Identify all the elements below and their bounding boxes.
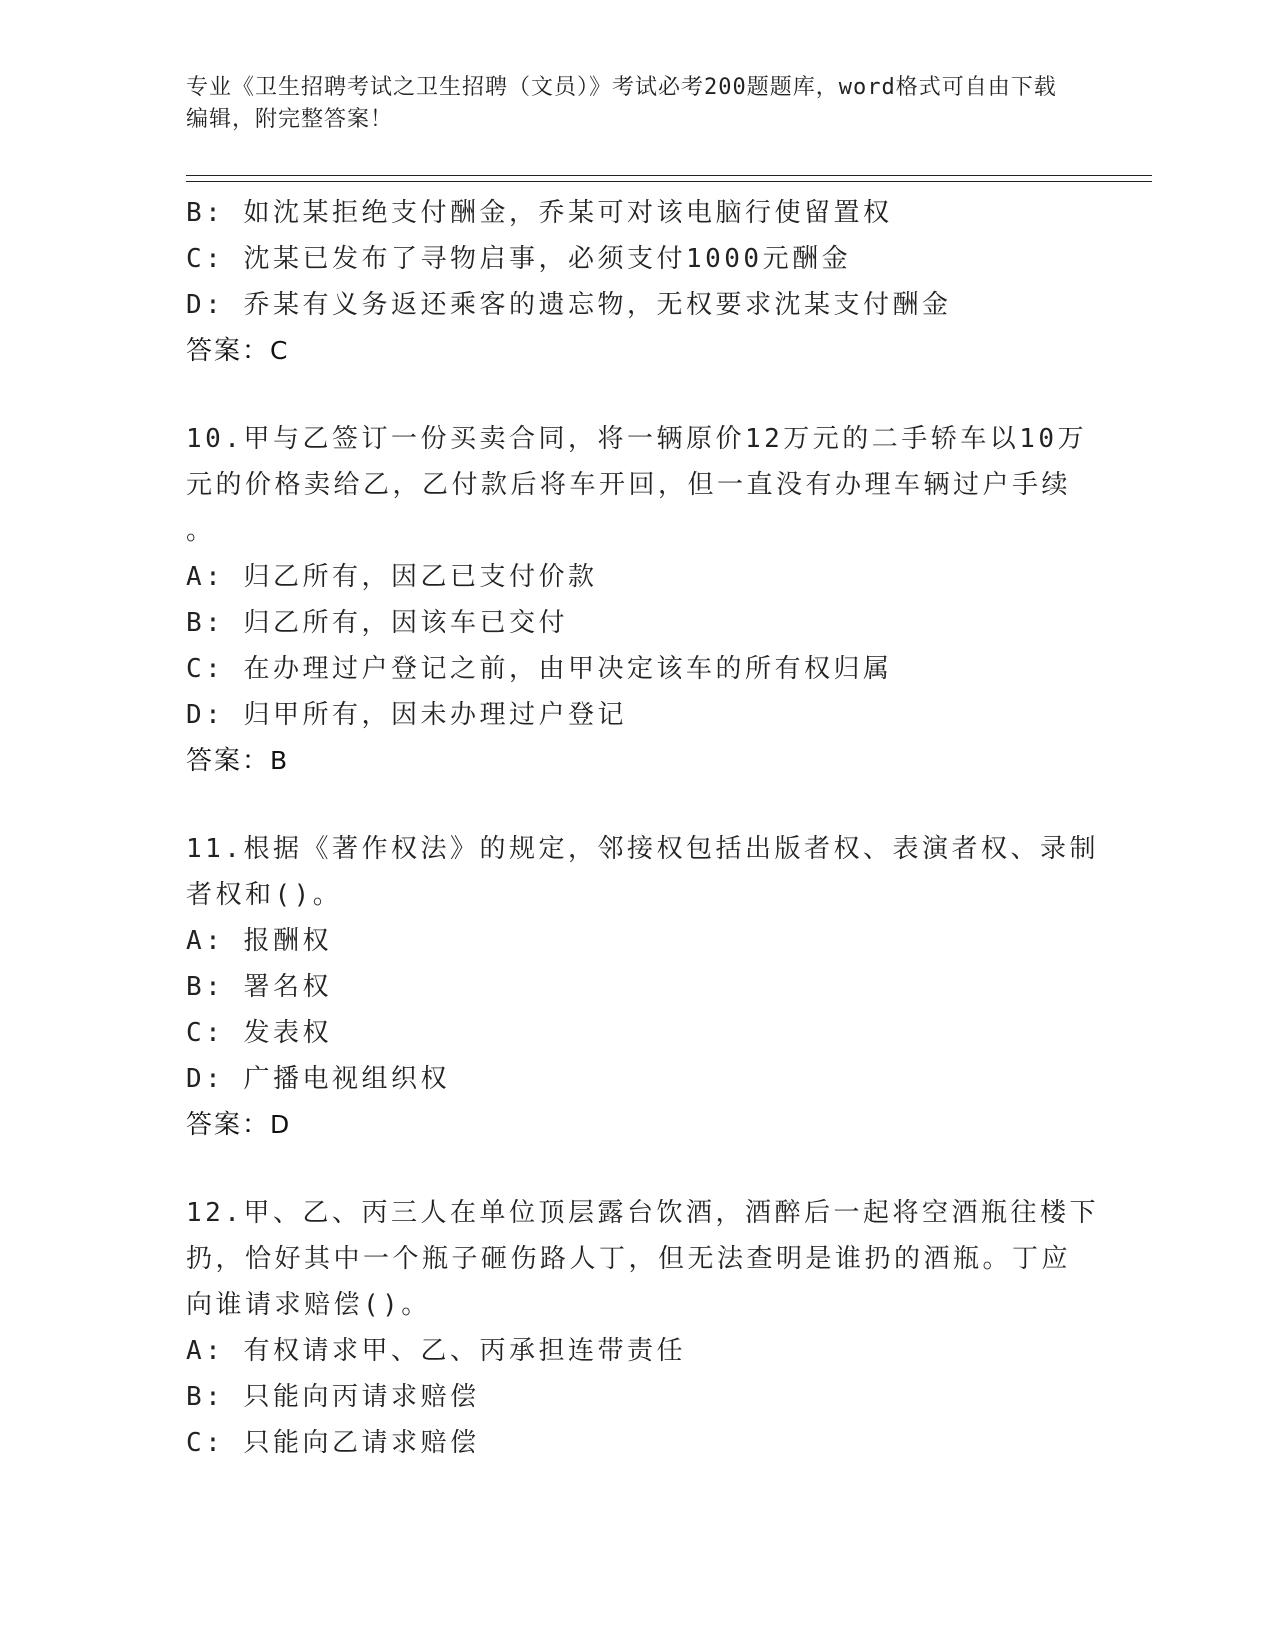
option-a: A: 有权请求甲、乙、丙承担连带责任: [186, 1336, 686, 1366]
option-c: C: 发表权: [186, 1018, 332, 1048]
option-b: B: 只能向丙请求赔偿: [186, 1382, 480, 1412]
spacer: [186, 1148, 1086, 1190]
option-d: D: 归甲所有，因未办理过户登记: [186, 700, 627, 730]
spacer: [186, 784, 1086, 826]
question-text: 12.甲、乙、丙三人在单位顶层露台饮酒，酒醉后一起将空酒瓶往楼下: [186, 1198, 1099, 1228]
option-b: B: 如沈某拒绝支付酬金，乔某可对该电脑行使留置权: [186, 198, 893, 228]
question-text: 者权和()。: [186, 880, 343, 910]
option-d: D: 广播电视组织权: [186, 1064, 450, 1094]
answer-line: [186, 1102, 1086, 1148]
answer-value: C: [270, 336, 288, 365]
option-c: C: 在办理过户登记之前，由甲决定该车的所有权归属: [186, 654, 893, 684]
question-text: 11.根据《著作权法》的规定，邻接权包括出版者权、表演者权、录制: [186, 834, 1099, 864]
answer-line: [186, 328, 1086, 374]
question-text: 。: [186, 516, 216, 546]
question-12: [186, 1190, 1099, 1466]
option-b: B: 归乙所有，因该车已交付: [186, 608, 568, 638]
spacer: [186, 374, 1086, 416]
question-list: [186, 190, 1099, 1466]
answer-line: [186, 738, 1086, 784]
header-rule-bottom: [186, 181, 1152, 182]
answer-value: B: [270, 746, 288, 775]
option-c: C: 沈某已发布了寻物启事，必须支付1000元酬金: [186, 244, 852, 274]
option-a: A: 归乙所有，因乙已支付价款: [186, 562, 598, 592]
question-text: 元的价格卖给乙，乙付款后将车开回，但一直没有办理车辆过户手续: [186, 470, 1072, 500]
option-b: B: 署名权: [186, 972, 332, 1002]
question-text: 向谁请求赔偿()。: [186, 1290, 431, 1320]
question-11: [186, 826, 1099, 1148]
question-text: 扔，恰好其中一个瓶子砸伤路人丁，但无法查明是谁扔的酒瓶。丁应: [186, 1244, 1072, 1274]
option-a: A: 报酬权: [186, 926, 332, 956]
answer-label: 答案：: [186, 336, 271, 366]
answer-label: 答案：: [186, 1110, 271, 1140]
option-d: D: 乔某有义务返还乘客的遗忘物，无权要求沈某支付酬金: [186, 290, 952, 320]
option-c: C: 只能向乙请求赔偿: [186, 1428, 480, 1458]
document-header: 专业《卫生招聘考试之卫生招聘（文员）》考试必考200题题库，word格式可自由下载编辑，附完整答案！: [186, 75, 1057, 132]
question-10: [186, 416, 1086, 784]
answer-value: D: [270, 1110, 290, 1139]
answer-label: 答案：: [186, 746, 271, 776]
question-9-tail: [186, 190, 1086, 374]
question-text: 10.甲与乙签订一份买卖合同，将一辆原价12万元的二手轿车以10万: [186, 424, 1088, 454]
header-rule-top: [186, 175, 1152, 176]
